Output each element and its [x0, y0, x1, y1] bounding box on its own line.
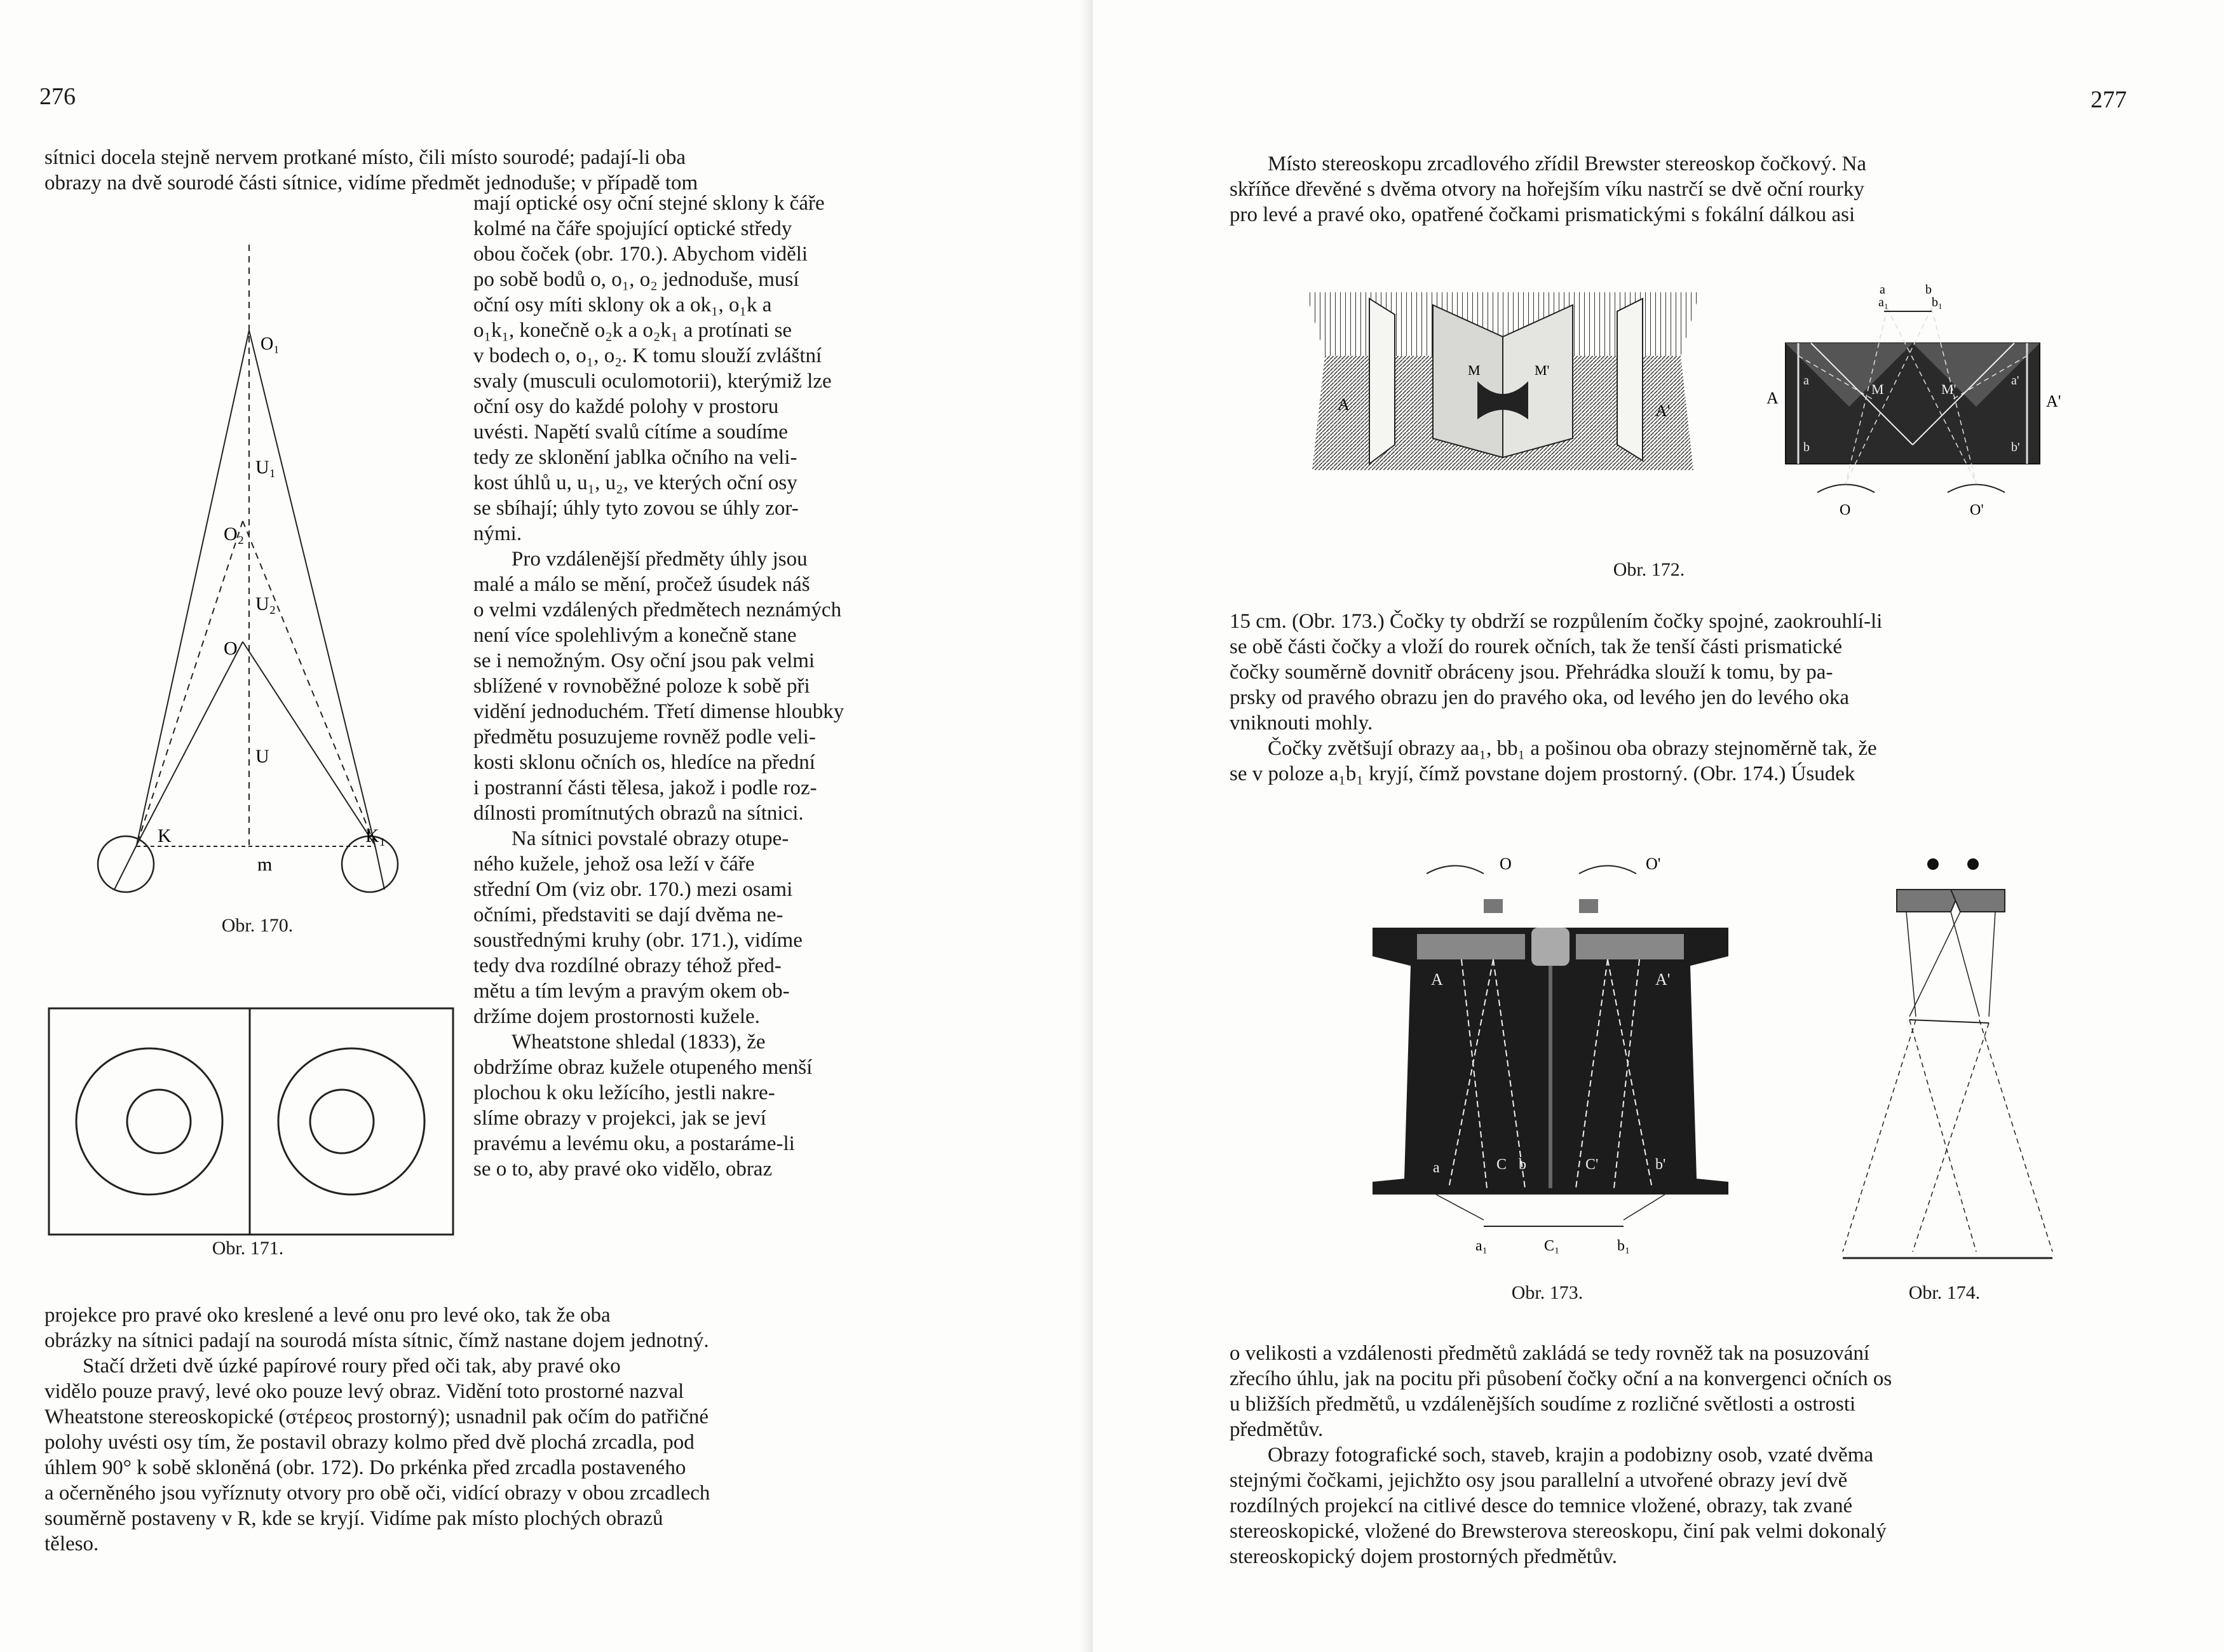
label-top-a1: a₁: [1878, 295, 1888, 309]
label-k1: K₁: [365, 825, 386, 846]
ray: [1843, 1020, 1916, 1252]
partition-top: [1531, 928, 1570, 966]
label-a: A: [1431, 970, 1443, 989]
text-line: i postranní části tělesa, jakož i podle roz-: [473, 776, 817, 799]
text-line: oční osy do každé polohy v prostoru: [473, 395, 779, 418]
text-line: Pro vzdálenější předměty úhly jsou: [512, 548, 808, 571]
text-line: se sbíhají; úhly tyto zovou se úhly zor-: [473, 497, 799, 520]
text-line: rozdílných projekcí na citlivé desce do temnice vložené, obrazy, tak zvané: [1230, 1494, 1853, 1517]
text-line: malé a málo se mění, pročež úsudek náš: [473, 573, 810, 596]
label-m1: M': [1941, 381, 1956, 397]
text-line: o velikosti a vzdálenosti předmětů zakládá se tedy rovněž tak na posuzování: [1230, 1342, 1870, 1365]
text-line: vidělo pouze pravý, levé oko pouze levý obraz. Vidění toto prostorné nazval: [44, 1380, 684, 1403]
text-line: a očerněného jsou vyříznuty otvory pro obě oči, vidící obrazy v obou zrcadlech: [44, 1482, 710, 1505]
text-line: tedy ze sklonění jablka očního na veli-: [473, 446, 797, 469]
text-line: plochou k oku ležícího, jestli nakre-: [473, 1081, 775, 1104]
text-line: předmětův.: [1230, 1418, 1324, 1441]
text-line: o₁k₁, konečně o₂k a o₂k₁ a protínati se: [473, 319, 792, 342]
ray: [1913, 1023, 1989, 1252]
label-o: O: [1500, 855, 1512, 873]
text-line: v bodech o, o₁, o₂. K tomu slouží zvláštní: [473, 344, 822, 367]
label-o2: O₂: [224, 524, 245, 545]
eye-left: [1817, 485, 1875, 493]
text-line: kost úhlů u, u₁, u₂, ve kterých oční osy: [473, 471, 797, 494]
text-line: se v poloze a₁b₁ kryjí, čímž povstane dojem prostorný. (Obr. 174.) Úsudek: [1230, 762, 1855, 785]
prism-right: [1951, 890, 2005, 912]
label-top-a: a: [1880, 283, 1885, 297]
eye-ray: [114, 845, 137, 890]
right-top-text: [1230, 151, 2141, 227]
text-line: předmětu posuzujeme rovněž podle veli-: [473, 726, 816, 748]
label-b: b: [1519, 1156, 1526, 1173]
figure-172-mirror-stereoscope: [1299, 280, 1706, 521]
text-line: Místo stereoskopu zrcadlového zřídil Brewster stereoskop čočkový. Na: [1268, 152, 1867, 175]
text-line: vniknouti mohly.: [1230, 712, 1373, 735]
label-m: m: [257, 854, 273, 875]
eyepiece-right: [1579, 899, 1598, 913]
label-a: A: [1766, 389, 1779, 407]
figure-173: [1373, 839, 1741, 1271]
text-line: Stačí držeti dvě úzké papírové roury před oči tak, aby pravé oko: [83, 1355, 621, 1378]
left-eye: [98, 836, 154, 892]
label-top-b: b: [1925, 283, 1932, 297]
label-a1: A': [1655, 970, 1671, 989]
label-o: O: [224, 638, 238, 659]
label-m: M: [1871, 381, 1884, 397]
label-b1: b': [1655, 1156, 1666, 1173]
label-o1: O': [1970, 502, 1984, 518]
label-o1: O': [1646, 855, 1661, 873]
text-line: zřecího úhlu, jak na pocitu při působení čočky oční a na konvergenci očních os: [1230, 1367, 1892, 1390]
label-top-b1: b₁: [1932, 295, 1943, 309]
text-line: u bližších předmětů, u vzdálenějších soudíme z rozličné světlosti a ostrosti: [1230, 1393, 1856, 1416]
text-line: se i nemožným. Osy oční jsou pak velmi: [473, 649, 815, 672]
figure-174: [1824, 851, 2091, 1271]
text-line: kolmé na čáře spojující optické středy: [473, 217, 792, 240]
text-line: svaly (musculi oculomotorii), kterýmiž lze: [473, 370, 832, 393]
ray: [1909, 912, 1960, 1017]
right-bottom-text: [1230, 1341, 2141, 1569]
text-line: obrazy na dvě sourodé části sítnice, vidíme předmět jednoduše; v případě tom: [44, 172, 698, 194]
eye-left: [1427, 866, 1484, 874]
left-bottom-text: [44, 1303, 950, 1557]
label-side-b1: b': [2011, 440, 2020, 454]
text-line: mají optické osy oční stejné sklony k čáře: [473, 192, 825, 215]
left-column-text: [473, 191, 950, 1182]
label-a1: A': [2046, 392, 2061, 410]
label-side-b: b: [1803, 440, 1810, 454]
text-line: úhlem 90° k sobě skloněná (obr. 172). Do prkénka před zrcadla postaveného: [44, 1456, 686, 1479]
text-line: těleso.: [44, 1533, 99, 1555]
text-line: očními, představiti se dají dvěma ne-: [473, 904, 783, 926]
left-top-text: [44, 145, 950, 196]
page-number-right: 277: [2091, 86, 2127, 113]
caption-fig171: Obr. 171.: [212, 1238, 284, 1259]
axis-line: [137, 330, 249, 845]
text-line: projekce pro pravé oko kreslené a levé onu pro levé oko, tak že oba: [44, 1304, 611, 1327]
label-u2: U₂: [255, 593, 276, 614]
text-line: soustřednými kruhy (obr. 171.), vidíme: [473, 929, 803, 952]
caption-fig173: Obr. 173.: [1511, 1282, 1583, 1303]
figure-171: [48, 1007, 454, 1236]
frame: [49, 1008, 453, 1235]
eye-point-left: [1927, 858, 1939, 870]
text-line: kosti sklonu očních os, hledíce na přední: [473, 751, 815, 774]
text-line: prsky od pravého obrazu jen do pravého oka, od levého jen do levého oka: [1230, 686, 1850, 709]
inner-circle-right: [310, 1090, 374, 1153]
label-m: M: [1468, 362, 1481, 378]
text-line: se o to, aby pravé oko vidělo, obraz: [473, 1158, 773, 1181]
inner-circle-left: [127, 1090, 191, 1153]
right-page: [1093, 0, 2224, 1652]
label-u: U: [255, 746, 269, 767]
text-line: obrázky na sítnici padají na sourodá místa sítnic, čímž nastane dojem jednotný.: [44, 1329, 709, 1352]
outer-circle-left: [76, 1048, 222, 1195]
caption-fig172: Obr. 172.: [1613, 559, 1685, 580]
figure-170: [76, 235, 419, 909]
ray: [1951, 912, 1979, 1017]
label-a-bottom: a: [1433, 1160, 1440, 1176]
lens-left: [1417, 934, 1525, 959]
outer-circle-right: [278, 1048, 424, 1195]
text-line: Wheatstone stereoskopické (στέρεος prostorný); usnadnil pak očím do patřičné: [44, 1405, 709, 1428]
text-line: souměrně postaveny v R, kde se kryjí. Vidíme pak místo plochých obrazů: [44, 1507, 663, 1530]
picture-board-right: [1617, 299, 1643, 461]
lens-right: [1576, 934, 1684, 959]
axis-line: [243, 521, 375, 845]
text-line: sítnici docela stejně nervem protkané místo, čili místo sourodé; padají-li oba: [44, 146, 686, 169]
eye-ray: [375, 845, 384, 890]
label-a1-bottom: a₁: [1475, 1238, 1488, 1254]
label-a1: A': [1655, 402, 1671, 420]
text-line: nými.: [473, 522, 522, 545]
text-line: Wheatstone shledal (1833), že: [512, 1031, 766, 1053]
text-line: stereoskopické, vložené do Brewsterova stereoskopu, činí pak velmi dokonalý: [1230, 1520, 1887, 1543]
text-line: stejnými čočkami, jejichžto osy jsou parallelní a utvořené obrazy jeví dvě: [1230, 1469, 1848, 1492]
text-line: střední Om (viz obr. 170.) mezi osami: [473, 878, 793, 901]
picture-board-left: [1369, 299, 1395, 464]
label-k: K: [158, 825, 172, 846]
prism-left: [1897, 890, 1960, 912]
text-line: není více spolehlivým a konečně stane: [473, 624, 797, 647]
axis-line: [137, 642, 243, 845]
text-line: po sobě bodů o, o₁, o₂ jednoduše, musí: [473, 268, 799, 291]
label-side-a1: a': [2011, 374, 2019, 388]
label-side-a: a: [1803, 374, 1809, 388]
ray: [1979, 1020, 2052, 1252]
image-line: [1909, 1020, 1989, 1023]
text-line: 15 cm. (Obr. 173.) Čočky ty obdrží se rozpůlením čočky spojné, zaokrouhlí-li: [1230, 610, 1883, 633]
eye-right: [1579, 866, 1636, 874]
text-line: mětu a tím levým a pravým okem ob-: [473, 980, 790, 1003]
left-page: [0, 0, 1093, 1652]
label-b1-bottom: b₁: [1617, 1238, 1631, 1254]
text-line: Na sítnici povstalé obrazy otupe-: [512, 827, 789, 850]
ray: [1906, 912, 1916, 1017]
label-m1: M': [1535, 362, 1550, 378]
figure-172-schematic: [1741, 280, 2097, 546]
label-o1: O₁: [261, 334, 280, 354]
label-a: A: [1338, 395, 1350, 414]
text-line: oční osy míti sklony ok a ok₁, o₁k a: [473, 294, 772, 316]
axis-line: [243, 642, 375, 845]
eye-right: [1948, 485, 2005, 493]
label-u1: U₁: [255, 457, 276, 478]
ray: [1989, 912, 1995, 1017]
text-line: skříňce dřevěné s dvěma otvory na hořejším víku nastrčí se dvě oční rourky: [1230, 178, 1864, 201]
text-line: se obě části čočky a vloží do rourek očních, tak že tenší části prismatické: [1230, 635, 1842, 658]
text-line: dílnosti promítnutých obrazů na sítnici.: [473, 802, 804, 825]
text-line: tedy dva rozdílné obrazy téhož před-: [473, 954, 782, 977]
text-line: obdržíme obraz kužele otupeného menší: [473, 1056, 813, 1079]
text-line: pro levé a pravé oko, opatřené čočkami prismatickými s fokální dálkou asi: [1230, 203, 1855, 226]
text-line: držíme dojem prostornosti kužele.: [473, 1005, 760, 1028]
label-c1-bottom: C₁: [1544, 1238, 1560, 1254]
caption-fig170: Obr. 170.: [221, 915, 294, 936]
ray: [1624, 1195, 1665, 1220]
caption-fig174: Obr. 174.: [1908, 1282, 1981, 1303]
ray: [1909, 1020, 1976, 1252]
right-middle-text: [1230, 609, 2141, 787]
text-line: ného kužele, jehož osa leží v čáře: [473, 853, 755, 876]
label-c1: C': [1585, 1156, 1599, 1173]
axis-line: [249, 330, 375, 845]
text-line: uvésti. Napětí svalů cítíme a soudíme: [473, 421, 788, 443]
text-line: obou čoček (obr. 170.). Abychom viděli: [473, 243, 808, 266]
text-line: Obrazy fotografické soch, staveb, krajin a podobizny osob, vzaté dvěma: [1268, 1444, 1874, 1466]
text-line: sblížené v rovnoběžné poloze k sobě při: [473, 675, 810, 698]
text-line: čočky souměrně dovnitř obráceny jsou. Přehrádka slouží k tomu, by pa-: [1230, 661, 1833, 684]
text-line: polohy uvésti osy tím, že postavil obrazy kolmo před dvě plochá zrcadla, pod: [44, 1431, 695, 1454]
text-line: slíme obrazy v projekci, jak se jeví: [473, 1107, 766, 1130]
eye-point-right: [1967, 858, 1979, 870]
label-c: C: [1496, 1156, 1507, 1173]
text-line: pravému a levému oku, a postaráme-li: [473, 1132, 795, 1155]
text-line: o velmi vzdálených předmětech neznámých: [473, 599, 842, 621]
text-line: stereoskopický dojem prostorných předmětův.: [1230, 1545, 1618, 1568]
text-line: vidění jednoduchém. Třetí dimense hloubky: [473, 700, 844, 723]
ray: [1436, 1195, 1484, 1220]
axis-line: [137, 521, 243, 845]
eyepiece-left: [1484, 899, 1503, 913]
page-number-left: 276: [39, 83, 76, 110]
label-o: O: [1840, 502, 1851, 518]
text-line: Čočky zvětšují obrazy aa₁, bb₁ a pošinou oba obrazy stejnoměrně tak, že: [1268, 737, 1877, 760]
